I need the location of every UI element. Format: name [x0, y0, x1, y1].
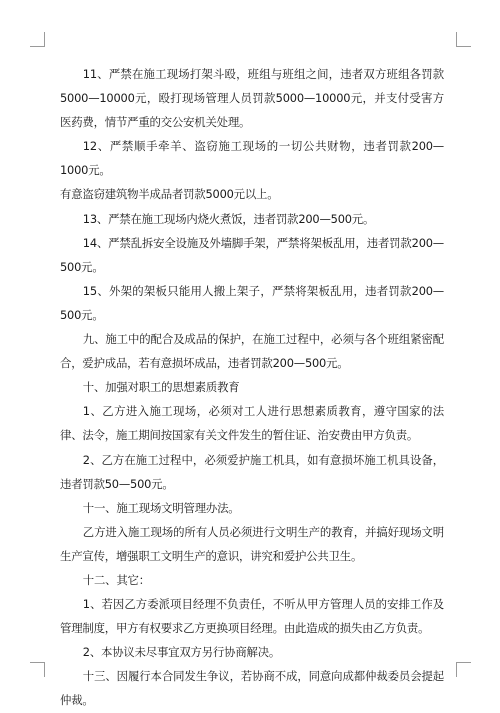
paragraph-rule-12: 12、严禁顺手牵羊、盗窃施工现场的一切公共财物，违者罚款200—1000元。	[60, 139, 444, 178]
crop-mark-bottom-left	[30, 662, 45, 677]
paragraph-rule-11: 11、严禁在施工现场打架斗殴，班组与班组之间，违者双方班组各罚款5000—10000元，殴打现场管理人员罚款5000—10000元，并支付受害方医药费，情节严重的交公安机关处理。	[60, 67, 444, 130]
crop-mark-top-left	[30, 32, 45, 47]
heading-section-12: 十二、其它：	[82, 572, 150, 587]
crop-mark-bottom-right	[456, 662, 471, 677]
paragraph-section-9: 九、施工中的配合及成品的保护，在施工过程中，必须与各个班组紧密配合，爱护成品，若有意损坏成品，违者罚款200—500元。	[60, 332, 444, 371]
paragraph-rule-14: 14、严禁乱拆安全设施及外墙脚手架，严禁将架板乱用，违者罚款200—500元。	[60, 235, 444, 274]
paragraph-section-12-item-2: 2、本协议未尽事宜双方另行协商解决。	[82, 645, 281, 660]
paragraph-rule-13: 13、严禁在施工现场内烧火煮饭，违者罚款200—500元。	[82, 211, 375, 226]
heading-section-10: 十、加强对职工的思想素质教育	[82, 380, 240, 395]
document-body	[60, 62, 444, 713]
paragraph-section-11-body: 乙方进入施工现场的所有人员必须进行文明生产的教育，并搞好现场文明生产宣传，增强职工文明生产的意识，讲究和爱护公共卫生。	[60, 524, 444, 563]
crop-mark-top-right	[456, 32, 471, 47]
paragraph-section-12-item-1: 1、若因乙方委派项目经理不负责任，不听从甲方管理人员的安排工作及管理制度，甲方有权要求乙方更换项目经理。由此造成的损失由乙方负责。	[60, 597, 444, 636]
paragraph-section-10-item-2: 2、乙方在施工过程中，必须爱护施工机具，如有意损坏施工机具设备，违者罚款50—500元。	[60, 452, 444, 491]
paragraph-rule-12-continued: 有意盗窃建筑物半成品者罚款5000元以上。	[60, 187, 279, 202]
heading-section-11: 十一、施工现场文明管理办法。	[82, 500, 240, 515]
paragraph-section-13: 十三、因履行本合同发生争议，若协商不成，同意向成都仲裁委员会提起仲裁。	[60, 669, 444, 708]
paragraph-rule-15: 15、外架的架板只能用人搬上架子，严禁将架板乱用，违者罚款200—500元。	[60, 283, 444, 322]
paragraph-section-10-item-1: 1、乙方进入施工现场，必须对工人进行思想素质教育，遵守国家的法律、法令，施工期间按国家有关文件发生的暂住证、治安费由甲方负责。	[60, 404, 444, 443]
